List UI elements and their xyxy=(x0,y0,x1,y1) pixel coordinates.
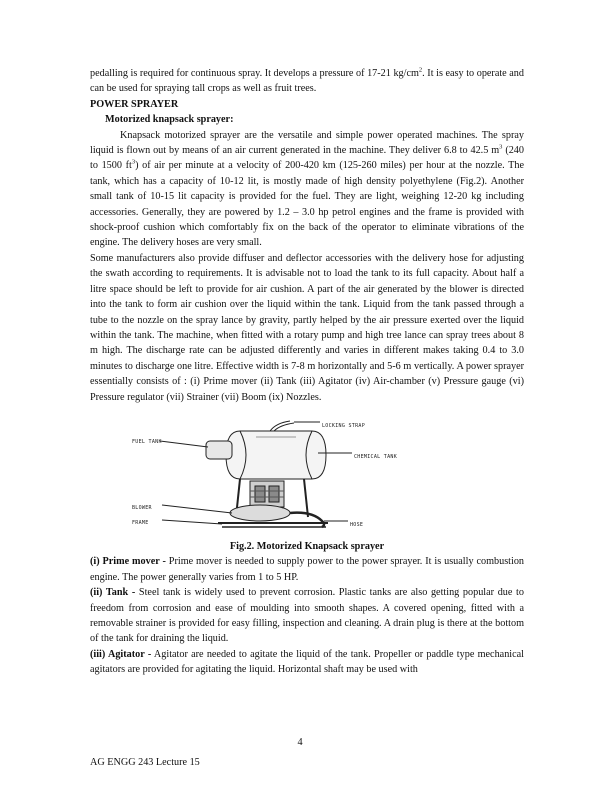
sprayer-figure xyxy=(90,417,524,535)
label-locking-strap: LOCKING STRAP xyxy=(322,422,366,429)
prime-mover-title: (i) Prime mover - xyxy=(90,556,166,568)
page-number: 4 xyxy=(297,737,303,748)
subsection-heading: Motorized knapsack sprayer: xyxy=(105,114,234,126)
prime-mover-text: Prime mover is needed to supply power to the power sprayer. It is usually combustion engine. The power generally varies from 1 to 5 HP. xyxy=(90,556,525,583)
accessories-paragraph: Some manufacturers also provide diffuser and deflector accessories with the delivery hose for adjusting the swath according to requirements. It is advisable not to load the tank to its full capacity. About half a litre space should be left to provide for air cushion. A part of the air generated by the blower is directed into the tank to form air cushion over the liquid within the tank. Liquid from the tank passed through a tube to the nozzle on the spray lance by gravity, partly helped by the air pressure exerted over the liquid within the tank. The machine, when fitted with a rotary pump and high tree lance can spray trees about 8 m high. The discharge rate can be adjusted differently and varies in different makes taking 0.4 to 3.0 minutes to discharge one litre. Effective width is 7-8 m horizontally and 5-6 m vertically. A power sprayer essentially consists of : (i) Prime mover (ii) Tank (iii) Agitator (iv) Air-chamber (v) Pressure gauge (vi) Pressure regulator (vii) Strainer (vii) Boom (ix) Nozzles. xyxy=(90,252,524,403)
intro-superscript: 2 xyxy=(418,66,423,74)
label-frame: FRAME xyxy=(132,519,149,526)
label-hose: HOSE xyxy=(350,521,364,528)
p1-text-b: (240 to 1500 ft xyxy=(90,145,524,172)
agitator-text: Agitator are needed to agitate the liquid of the tank. Propeller or paddle type mechanical agitators are provided for agitating the liquid. Horizontal shaft may be used with xyxy=(90,648,524,676)
agitator-paragraph xyxy=(90,647,524,678)
section-heading: POWER SPRAYER xyxy=(90,98,179,110)
p1-superscript-2: 3 xyxy=(131,159,136,167)
intro-text-a: pedalling is required for continuous spray. It develops a pressure of 17-21 kg/cm xyxy=(90,68,419,79)
agitator-title: (iii) Agitator - xyxy=(90,648,152,660)
knapsack-paragraph xyxy=(90,128,524,251)
prime-mover-paragraph xyxy=(90,554,524,585)
tank-paragraph xyxy=(90,585,524,647)
p1-text-a: Knapsack motorized sprayer are the versatile and simple power operated machines. The spray liquid is flown out by means of an air current generated in the machine. They deliver 6.8 to 42.5 m xyxy=(90,129,524,157)
tank-text: Steel tank is widely used to prevent corrosion. Plastic tanks are also getting popular due to freedom from corrosion and ease of moulding into smooth shapes. A covered opening, fitted with a removable strainer is provided for easy filling, inspection and cleaning. A drain plug is there at the bottom of the tank for draining the liquid. xyxy=(90,587,524,645)
document-body xyxy=(90,66,524,678)
p1-superscript-1: 3 xyxy=(499,143,503,151)
lecture-footer: AG ENGG 243 Lecture 15 xyxy=(90,757,200,768)
label-fuel-tank: FUEL TANK xyxy=(132,438,162,445)
intro-paragraph xyxy=(90,66,524,97)
label-blower: BLOWER xyxy=(132,504,152,511)
intro-text-b: . It is easy to operate and can be used for spraying tall crops as well as fruit trees. xyxy=(90,68,524,95)
label-chemical-tank: CHEMICAL TANK xyxy=(354,453,398,460)
p1-text-c: ) of air per minute at a velocity of 200-420 km (125-260 miles) per hour at the nozzle. The tank, which has a capacity of 10-12 lit, is mostly made of high density polyethylene (Fig.2). Another small tank of 10-15 lit capacity is provided for the fuel. They are light, weighing 12-20 kg including accessories. Generally, they are powered by 1.2 – 3.0 hp petrol engines and the frame is provided with shock-proof cushion which comfortably fix on the back of the operator to eliminate vibrations of the engine. The delivery hoses are very small. xyxy=(90,160,524,249)
tank-title: (ii) Tank - xyxy=(90,587,136,599)
figure-caption: Fig.2. Motorized Knapsack sprayer xyxy=(229,540,385,552)
